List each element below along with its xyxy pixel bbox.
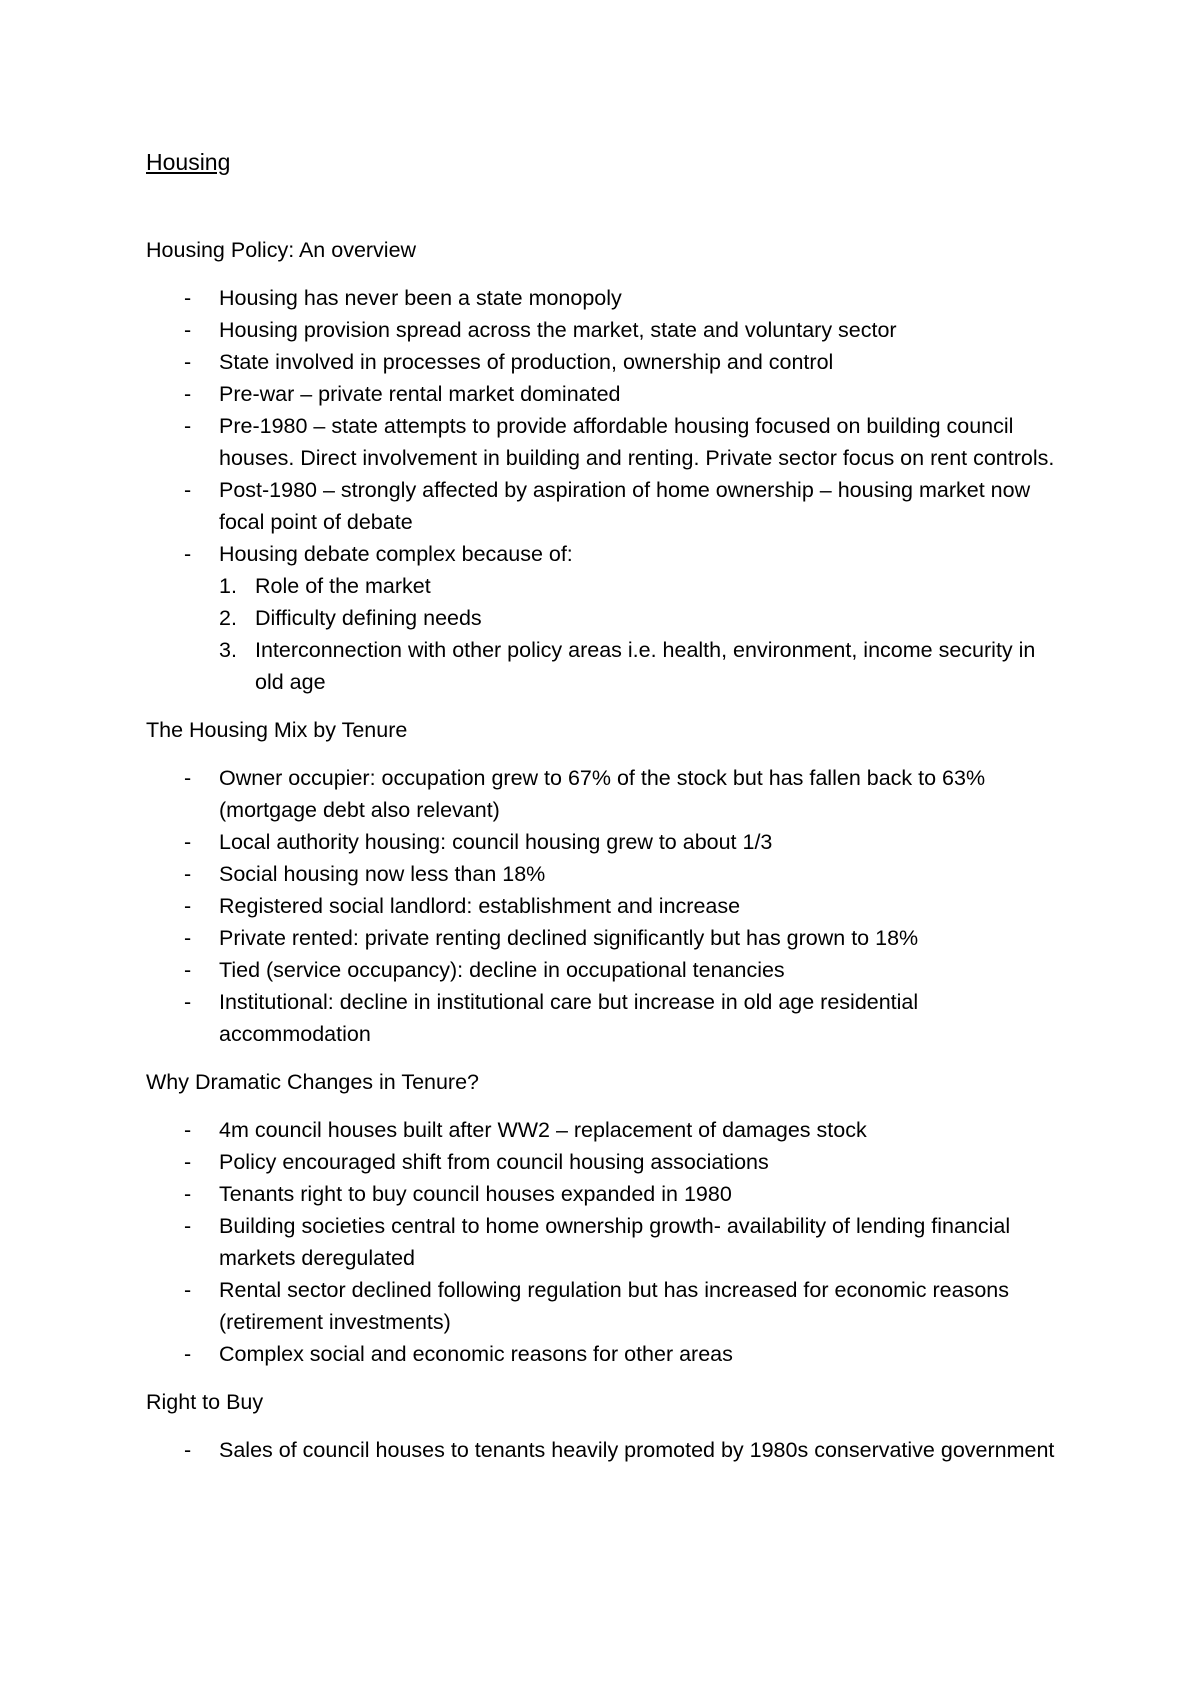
- bullet-marker: -: [184, 830, 192, 854]
- list-item: [146, 954, 1066, 986]
- list-item-text: Local authority housing: council housing grew to about 1/3: [219, 830, 773, 854]
- bullet-marker: -: [184, 1278, 192, 1302]
- bullet-marker: -: [184, 1342, 192, 1366]
- list-item: [146, 602, 1066, 634]
- list-item-text: Housing has never been a state monopoly: [219, 286, 622, 310]
- bullet-marker: -: [184, 958, 192, 982]
- bullet-marker: -: [184, 1150, 192, 1174]
- list-item-text: Institutional: decline in institutional care but increase in old age residential accommodation: [219, 990, 919, 1046]
- list-item: [146, 762, 1066, 826]
- list-item-text: Owner occupier: occupation grew to 67% of the stock but has fallen back to 63% (mortgage debt also relevant): [219, 766, 986, 822]
- list-item: [146, 826, 1066, 858]
- number-marker: 3.: [219, 638, 237, 662]
- bullet-marker: -: [184, 350, 192, 374]
- list-item-text: Rental sector declined following regulation but has increased for economic reasons (retirement investments): [219, 1278, 1009, 1334]
- list-item: [146, 346, 1066, 378]
- list-item-text: Pre-1980 – state attempts to provide affordable housing focused on building council houses. Direct involvement in building and renting. Private sector focus on rent controls.: [219, 414, 1055, 470]
- list-item-text: Policy encouraged shift from council housing associations: [219, 1150, 769, 1174]
- list-item-text: Post-1980 – strongly affected by aspiration of home ownership – housing market now focal point of debate: [219, 478, 1031, 534]
- list-item: [146, 1114, 1066, 1146]
- list-item: [146, 1434, 1066, 1466]
- number-marker: 2.: [219, 606, 237, 630]
- list-item-text: Sales of council houses to tenants heavily promoted by 1980s conservative government: [219, 1438, 1055, 1462]
- list-item: [146, 890, 1066, 922]
- list-item-text: Complex social and economic reasons for other areas: [219, 1342, 733, 1366]
- bullet-marker: -: [184, 1438, 192, 1462]
- list-item: [146, 1178, 1066, 1210]
- bullet-list-right-to-buy: [146, 1434, 1066, 1466]
- numbered-list-debate: [146, 570, 1066, 698]
- bullet-marker: -: [184, 894, 192, 918]
- document-title: Housing: [146, 149, 231, 175]
- list-item-text: Role of the market: [255, 574, 431, 598]
- bullet-marker: -: [184, 318, 192, 342]
- bullet-marker: -: [184, 990, 192, 1014]
- list-item-text: Difficulty defining needs: [255, 606, 482, 630]
- bullet-marker: -: [184, 862, 192, 886]
- bullet-marker: -: [184, 414, 192, 438]
- list-item-text: Building societies central to home ownership growth- availability of lending financial markets deregulated: [219, 1214, 1011, 1270]
- bullet-marker: -: [184, 382, 192, 406]
- list-item: [146, 858, 1066, 890]
- list-item-text: Tenants right to buy council houses expanded in 1980: [219, 1182, 732, 1206]
- bullet-list-tenure-changes: [146, 1114, 1066, 1370]
- list-item-text: 4m council houses built after WW2 – replacement of damages stock: [219, 1118, 867, 1142]
- list-item-text: Social housing now less than 18%: [219, 862, 546, 886]
- list-item-text: Private rented: private renting declined significantly but has grown to 18%: [219, 926, 919, 950]
- list-item-text: Tied (service occupancy): decline in occupational tenancies: [219, 958, 785, 982]
- list-item: [146, 538, 1066, 570]
- list-item: [146, 474, 1066, 538]
- list-item: [146, 1338, 1066, 1370]
- list-item-text: Housing provision spread across the market, state and voluntary sector: [219, 318, 897, 342]
- bullet-marker: -: [184, 1214, 192, 1238]
- list-item: [146, 378, 1066, 410]
- list-item-text: Registered social landlord: establishment and increase: [219, 894, 741, 918]
- list-item: [146, 634, 1066, 698]
- bullet-list-housing-mix: [146, 762, 1066, 1050]
- list-item: [146, 410, 1066, 474]
- section-heading-housing-mix: The Housing Mix by Tenure: [146, 718, 408, 742]
- list-item: [146, 986, 1066, 1050]
- list-item: [146, 1146, 1066, 1178]
- bullet-marker: -: [184, 1182, 192, 1206]
- list-item: [146, 282, 1066, 314]
- bullet-marker: -: [184, 542, 192, 566]
- list-item: [146, 570, 1066, 602]
- bullet-marker: -: [184, 766, 192, 790]
- list-item: [146, 1274, 1066, 1338]
- section-heading-tenure-changes: Why Dramatic Changes in Tenure?: [146, 1070, 480, 1094]
- list-item-text: Pre-war – private rental market dominated: [219, 382, 621, 406]
- list-item: [146, 1210, 1066, 1274]
- bullet-marker: -: [184, 478, 192, 502]
- bullet-marker: -: [184, 1118, 192, 1142]
- section-heading-overview: Housing Policy: An overview: [146, 238, 417, 262]
- bullet-list-overview: [146, 282, 1066, 570]
- number-marker: 1.: [219, 574, 237, 598]
- document-page: [146, 146, 1066, 1466]
- bullet-marker: -: [184, 286, 192, 310]
- list-item: [146, 314, 1066, 346]
- section-heading-right-to-buy: Right to Buy: [146, 1390, 264, 1414]
- list-item: [146, 922, 1066, 954]
- list-item-text: Housing debate complex because of:: [219, 542, 573, 566]
- list-item-text: Interconnection with other policy areas i.e. health, environment, income security in old age: [255, 638, 1036, 694]
- list-item-text: State involved in processes of production, ownership and control: [219, 350, 834, 374]
- bullet-marker: -: [184, 926, 192, 950]
